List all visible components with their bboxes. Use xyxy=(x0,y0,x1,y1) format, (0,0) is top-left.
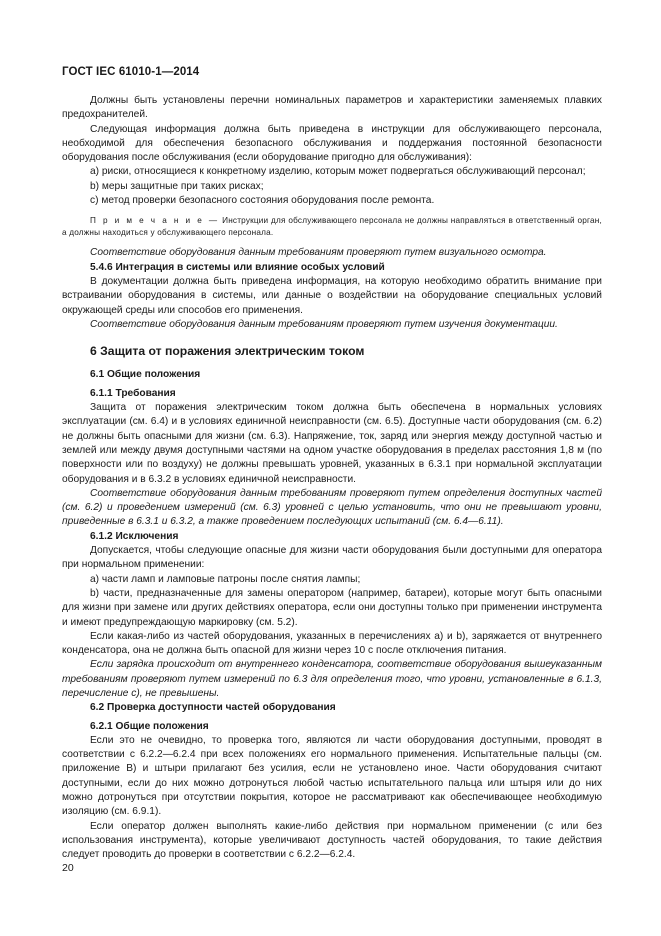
section-heading-6-2: 6.2 Проверка доступности частей оборудования xyxy=(90,702,336,714)
list-item: b) меры защитные при таких рисках; xyxy=(90,180,264,192)
list-item: a) риски, относящиеся к конкретному изделию, которым может подвергаться обслуживающий персонал; xyxy=(90,166,586,178)
section-heading-6: 6 Защита от поражения электрическим током xyxy=(90,344,365,359)
compliance-text: Соответствие оборудования данным требованиям проверяют путем изучения документации. xyxy=(90,318,558,330)
compliance-text: Соответствие оборудования данным требованиям проверяют путем визуального осмотра. xyxy=(90,247,547,259)
section-heading-6-1: 6.1 Общие положения xyxy=(90,369,201,381)
note-lead: П р и м е ч а н и е — xyxy=(90,216,220,226)
compliance-text: Соответствие оборудования данным требованиям проверяют путем определения доступных частей (см. 6.2) и проведением измерений (см. 6.3) уровней с целью установить, что они не превышают уровни, приведенные в 6.3.1 и 6.3.2, а также проведением последующих испытаний (см. 6.4—6.11). xyxy=(62,487,602,528)
section-heading-6-2-1: 6.2.1 Общие положения xyxy=(90,720,209,732)
compliance-text: Если зарядка происходит от внутреннего конденсатора, соответствие оборудования вышеуказанным требованиям проверяют путем измерений по 6.3 для определения того, что уровни, установленные в 6.1.3, перечисление c), не превышены. xyxy=(62,659,602,699)
section-heading-6-1-1: 6.1.1 Требования xyxy=(90,387,176,399)
paragraph: Если оператор должен выполнять какие-либо действия при нормальном применении (с или без использования инструмента), которые увеличивают доступность частей оборудования, то такие действия следует проводить до проверки в соответствии с 6.2.2—6.2.4. xyxy=(62,820,602,861)
note xyxy=(62,215,602,239)
page-number: 20 xyxy=(62,862,74,874)
paragraph: Защита от поражения электрическим током должна быть обеспечена в нормальных условиях эксплуатации (см. 6.4) и в условиях единичной неисправности (см. 6.5). Доступные части оборудования (см. 6.2) не должны быть опасными для жизни (см. 6.3). Напряжение, ток, заряд или энергия между доступной частью и землей или между двумя доступными частями на одном участке оборудования в пределах расстояния 1,8 м (по поверхности или по воздуху) не должны превышать уровней, указанных в 6.3.1 при нормальной эксплуатации оборудования и в 6.3.2 в условиях единичной неисправности. xyxy=(62,402,602,485)
paragraph: В документации должна быть приведена информация, на которую необходимо обратить внимание при встраивании оборудования в системы, или данные о воздействии на оборудование специальных условий окружающей среды или способов его применения. xyxy=(62,275,602,316)
document-body xyxy=(62,94,602,863)
paragraph: Если это не очевидно, то проверка того, являются ли части оборудования доступными, проводят в соответствии с 6.2.2—6.2.4 при всех положениях его нормального применения. Испытательные пальцы (см. приложение В) и штыри прилагают без усилия, если не установлено иное. Части оборудования считают доступными, если до них можно дотронуться любой частью испытательного пальца или штыря или до них можно дотронуться при отсутствии покрытия, которое не рассматривают как обеспечивающее необходимую изоляцию (см. 6.9.1). xyxy=(62,734,602,818)
document-header: ГОСТ IEC 61010-1—2014 xyxy=(62,66,200,78)
list-item: a) части ламп и ламповые патроны после снятия лампы; xyxy=(90,573,361,585)
section-heading-5-4-6: 5.4.6 Интеграция в системы или влияние особых условий xyxy=(90,261,385,273)
list-item: b) части, предназначенные для замены оператором (например, батареи), которые могут быть опасными для жизни при замене или других действиях оператора, если они доступны только при применении инструмента и имеют предупреждающую маркировку (см. 5.2). xyxy=(62,587,602,628)
list-item: c) метод проверки безопасного состояния оборудования после ремонта. xyxy=(90,195,435,207)
paragraph: Допускается, чтобы следующие опасные для жизни части оборудования были доступными для оператора при нормальном применении: xyxy=(62,545,602,571)
paragraph: Следующая информация должна быть приведена в инструкции для обслуживающего персонала, необходимой для обеспечения безопасного обслуживания и поддержания постоянной безопасности оборудования после обслуживания (если оборудование пригодно для обслуживания): xyxy=(62,123,602,164)
paragraph: Должны быть установлены перечни номинальных параметров и характеристики заменяемых плавких предохранителей. xyxy=(62,95,602,121)
note-text: Инструкции для обслуживающего персонала не должны направляться в ответственный орган, а должны находиться у обслуживающего персонала. xyxy=(62,216,602,238)
paragraph: Если какая-либо из частей оборудования, указанных в перечислениях a) и b), заряжается от внутреннего конденсатора, она не должна быть опасной для жизни через 10 с после отключения питания. xyxy=(62,630,602,657)
section-heading-6-1-2: 6.1.2 Исключения xyxy=(90,530,179,542)
